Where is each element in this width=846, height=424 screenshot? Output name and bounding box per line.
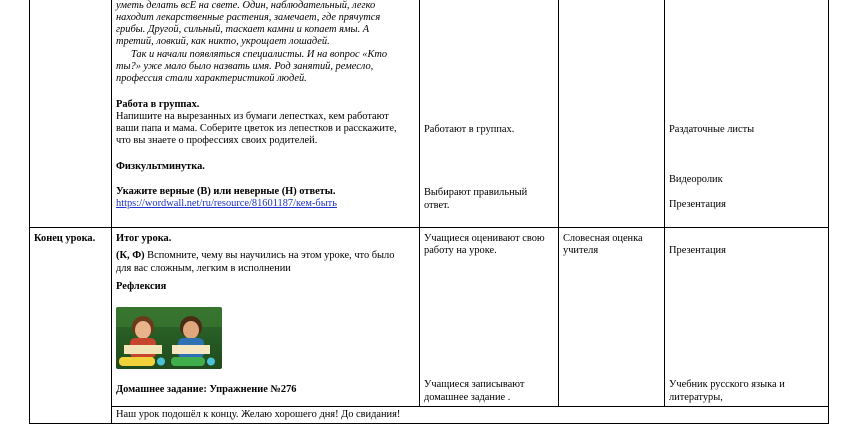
- story-line: третий, ловкий, как никто, укрощает лошадей.: [116, 36, 330, 47]
- students-eval-line: Учащиеся оценивают свою: [424, 233, 545, 244]
- students-eval-line: работу на уроке.: [424, 245, 497, 256]
- story-line: ты?» уже мало было назвать имя. Род занятий, ремесло,: [116, 61, 374, 72]
- closing-text: Наш урок подошёл к концу. Желаю хорошего дня! До свидания!: [116, 409, 401, 420]
- students-group-work: Работают в группах.: [424, 124, 515, 135]
- summary-line: для вас сложным, легким в исполнении: [116, 263, 291, 274]
- table-col-divider-1: [111, 0, 112, 424]
- children-reading-image: [116, 307, 222, 369]
- table-col-divider-3: [558, 0, 559, 406]
- story-line: профессия стали характеристикой людей.: [116, 73, 307, 84]
- summary-heading: Итог урока.: [116, 233, 172, 244]
- students-homework-line: домашнее задание .: [424, 392, 511, 403]
- group-work-line: ваши папа и мама. Соберите цветок из лепестков и расскажите,: [116, 123, 397, 134]
- phys-minute-heading: Физкультминутка.: [116, 161, 205, 172]
- reflection-illustration: [116, 307, 222, 369]
- table-col-divider-2: [419, 0, 420, 406]
- resource-textbook-line: литературы,: [669, 392, 723, 403]
- summary-text: Вспомните, чему вы научились на этом уроке, что было: [144, 250, 395, 261]
- group-work-heading: Работа в группах.: [116, 99, 200, 110]
- summary-line: [116, 250, 394, 262]
- resource-presentation: Презентация: [669, 199, 726, 210]
- resource-presentation: Презентация: [669, 245, 726, 256]
- task-heading: Укажите верные (В) или неверные (Н) ответы.: [116, 186, 336, 197]
- summary-prefix: (К, Ф): [116, 250, 145, 261]
- story-line: уметь делать всЕ на свете. Один, наблюдательный, легко: [116, 0, 376, 11]
- resource-video: Видеоролик: [669, 174, 723, 185]
- story-line: находит лекарственные растения, замечает, где прячутся: [116, 12, 381, 23]
- reflection-heading: Рефлексия: [116, 281, 167, 292]
- students-choose-line: Выбирают правильный: [424, 187, 528, 198]
- group-work-line: Напишите на вырезанных из бумаги лепестках, кем работают: [116, 111, 389, 122]
- students-choose-line: ответ.: [424, 200, 450, 211]
- story-line: грибы. Другой, сильный, таскает камни и копает ямы. А: [116, 24, 370, 35]
- stage-label: Конец урока.: [34, 233, 96, 244]
- table-row-divider-1: [29, 227, 829, 228]
- assessment-line: учителя: [563, 245, 599, 256]
- table-border-left: [29, 0, 30, 424]
- table-row-divider-2: [111, 406, 829, 407]
- students-homework-line: Учащиеся записывают: [424, 379, 525, 390]
- group-work-line: что вы знаете о профессиях своих родителей.: [116, 135, 318, 146]
- resource-textbook-line: Учебник русского языка и: [669, 379, 785, 390]
- wordwall-link[interactable]: https://wordwall.net/ru/resource/81601187/кем-быть: [116, 198, 337, 209]
- story-line: Так и начали появляться специалисты. И на вопрос «Кто: [131, 49, 388, 60]
- homework-label: Домашнее задание: Упражнение №276: [116, 384, 297, 395]
- table-border-right: [828, 0, 829, 424]
- table-col-divider-4: [664, 0, 665, 406]
- assessment-line: Словесная оценка: [563, 233, 643, 244]
- resource-handouts: Раздаточные листы: [669, 124, 755, 135]
